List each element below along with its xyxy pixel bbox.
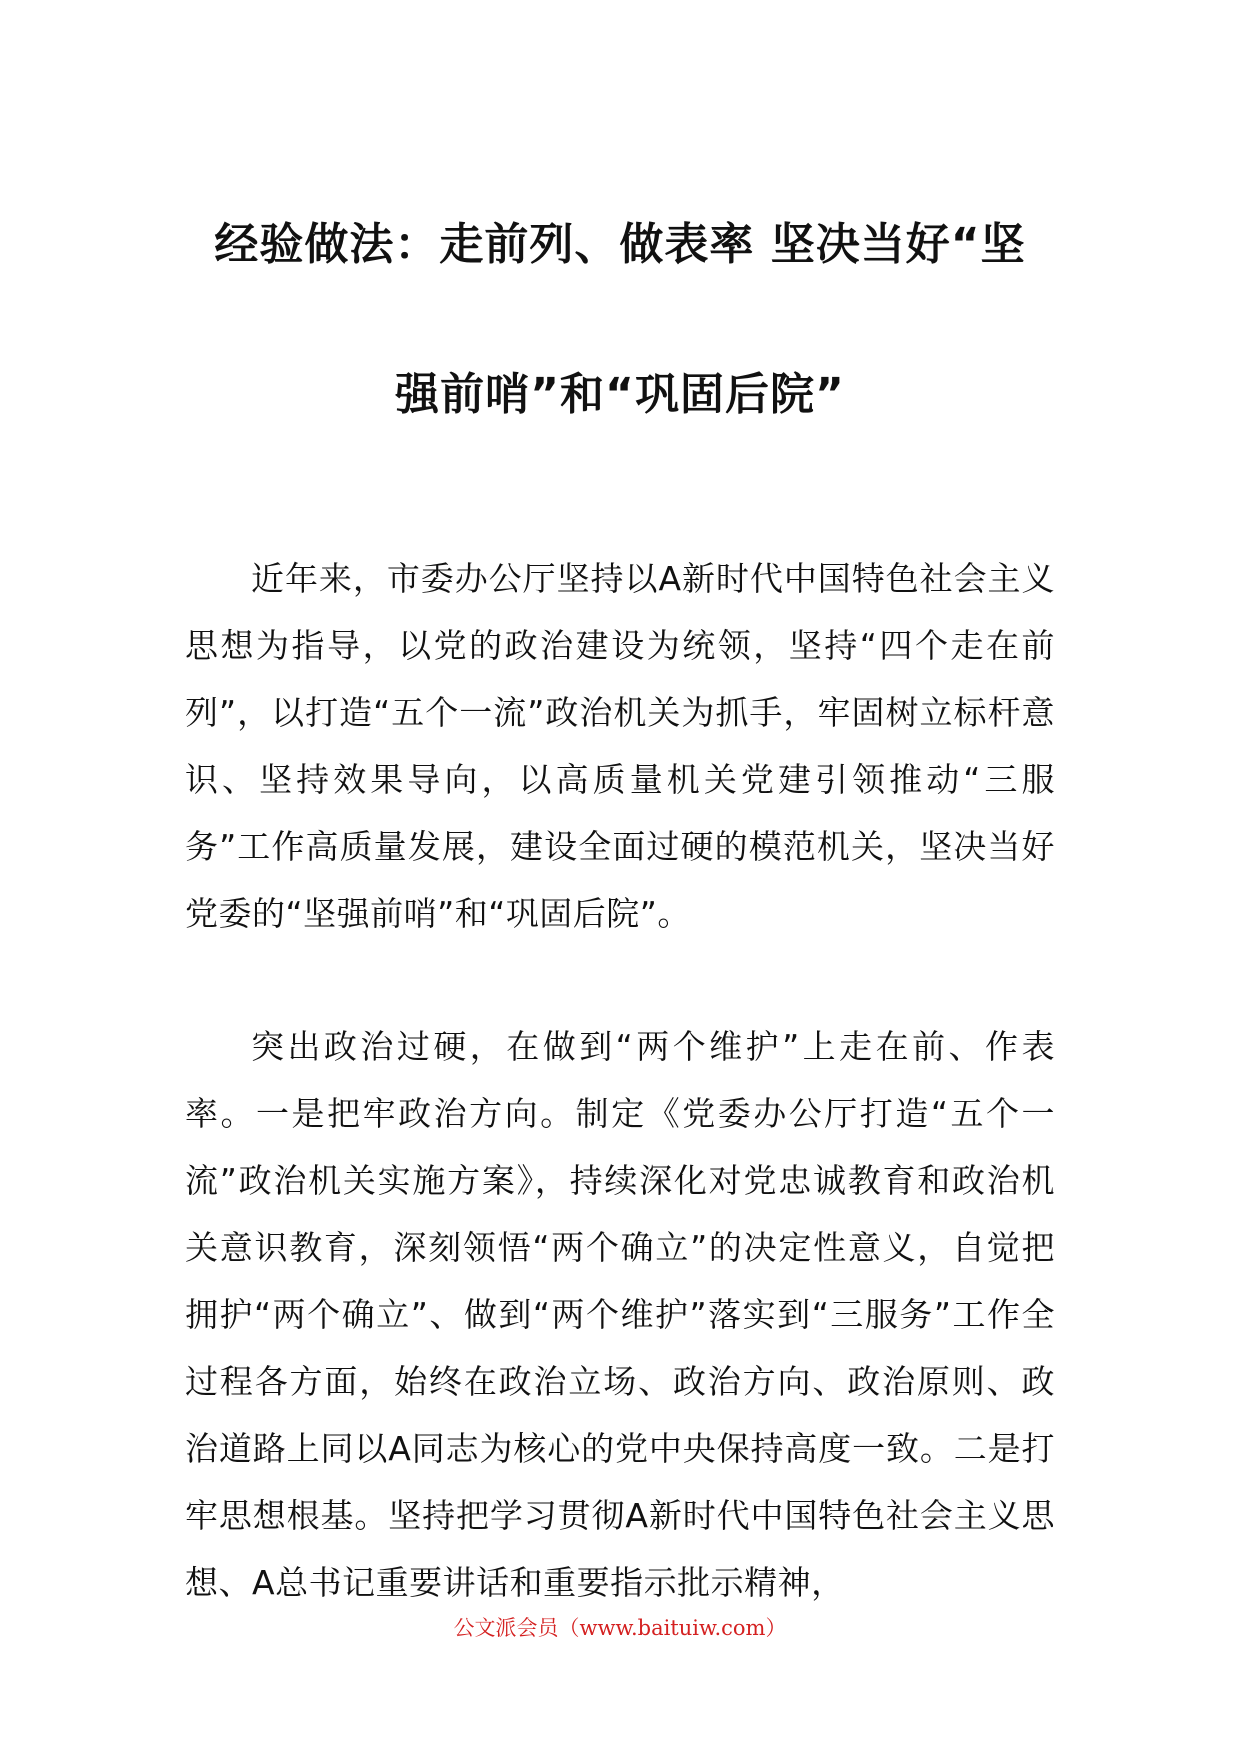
paragraph-intro: 近年来，市委办公厅坚持以A新时代中国特色社会主义思想为指导，以党的政治建设为统领，坚持“四个走在前列”，以打造“五个一流”政治机关为抓手，牢固树立标杆意识、坚持效果导向，以高质量机关党建引领推动“三服务”工作高质量发展，建设全面过硬的模范机关，坚决当好党委的“坚强前哨”和“巩固后院”。 (185, 559, 1055, 933)
document-title (160, 170, 1080, 470)
footer-membership-link[interactable]: 公文派会员（www.baituiw.com） (453, 1616, 787, 1640)
title-line-1: 经验做法：走前列、做表率 坚决当好“坚 (214, 219, 1026, 270)
title-line-2: 强前哨”和“巩固后院” (395, 369, 845, 420)
paragraph-political: 突出政治过硬，在做到“两个维护”上走在前、作表率。一是把牢政治方向。制定《党委办公厅打造“五个一流”政治机关实施方案》，持续深化对党忠诚教育和政治机关意识教育，深刻领悟“两个确立”的决定性意义，自觉把拥护“两个确立”、做到“两个维护”落实到“三服务”工作全过程各方面，始终在政治立场、政治方向、政治原则、政治道路上同以A同志为核心的党中央保持高度一致。二是打牢思想根基。坚持把学习贯彻A新时代中国特色社会主义思想、A总书记重要讲话和重要指示批示精神， (185, 1027, 1055, 1602)
document-body (185, 545, 1055, 1616)
